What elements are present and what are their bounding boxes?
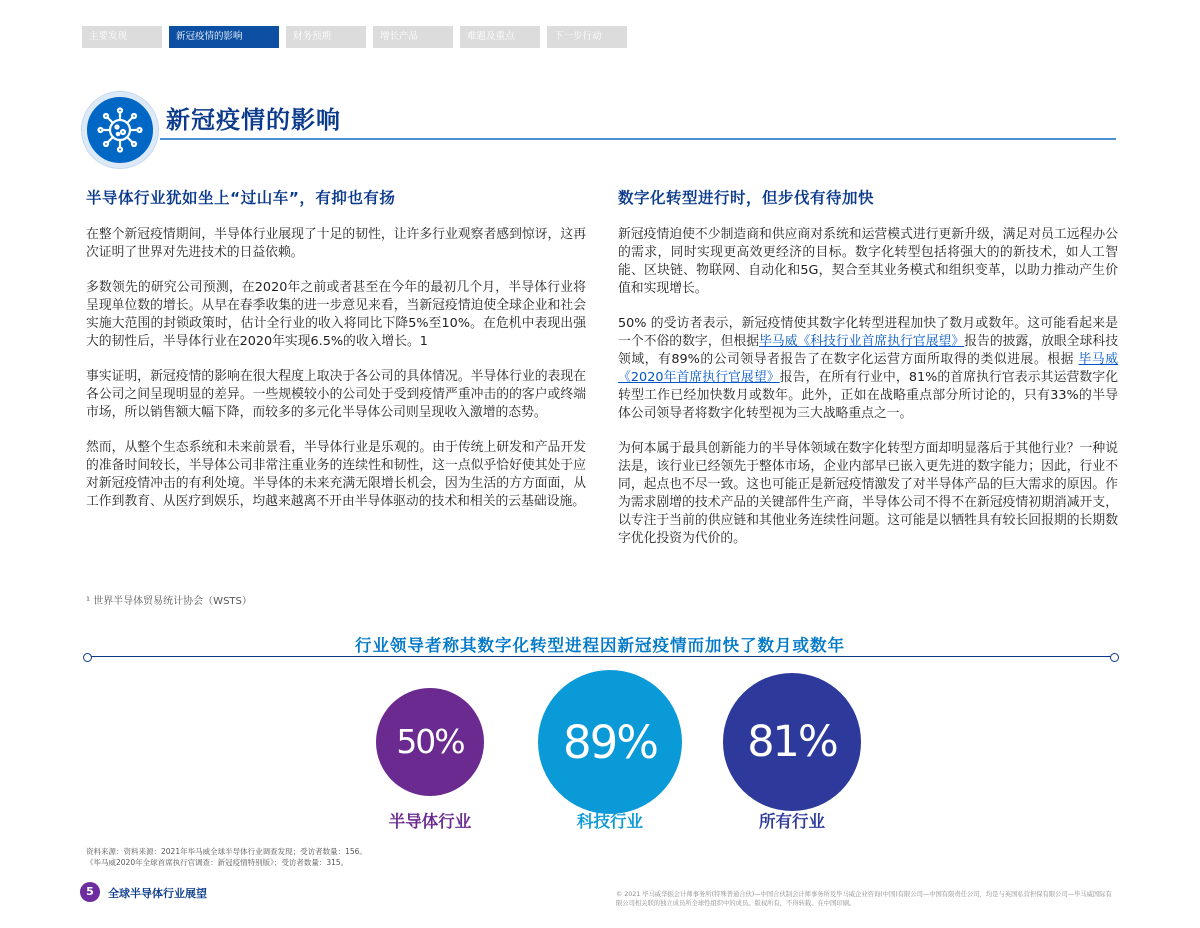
section-header <box>82 92 1116 164</box>
right-heading: 数字化转型进行时，但步伐有待加快 <box>618 189 875 207</box>
tab-financial-outlook[interactable]: 财务预期 <box>286 26 366 48</box>
stat-value-semiconductor: 50% <box>396 722 464 762</box>
right-paragraph-2-text-a: 50% 的受访者表示，新冠疫情使其数字化转型进程加快了数月或数年。这可能看起来是一个不俗的数字，但根据 <box>618 316 1118 349</box>
left-paragraph-1: 在整个新冠疫情期间，半导体行业展现了十足的韧性，让许多行业观察者感到惊讶，这再次证明了世界对先进技术的日益依赖。 <box>86 227 586 260</box>
tab-key-findings[interactable]: 主要发现 <box>82 26 162 48</box>
stat-bubble-all-industries <box>723 673 860 810</box>
stat-label-semiconductor: 半导体行业 <box>388 812 472 831</box>
tech-ceo-outlook-link[interactable]: 毕马威《科技行业首席执行官展望》 <box>759 334 965 349</box>
sources-note <box>86 846 367 868</box>
right-paragraph-2-text-b: 报告的披露，放眼全球科技领域，有89%的公司领导者报告了在数字化运营方面所取得的类似进展。根据 <box>618 334 1119 367</box>
stat-label-technology: 科技行业 <box>577 812 643 831</box>
left-paragraph-4: 然而，从整个生态系统和未来前景看，半导体行业是乐观的。由于传统上研发和产品开发的准备时间较长，半导体公司非常注重业务的连续性和韧性，这一点似乎恰好使其处于应对新冠疫情冲击的有利处境。半导体的未来充满无限增长机会，因为生活的方方面面，从工作到教育、从医疗到娱乐，均越来越离不开由半导体驱动的技术和相关的云基础设施。 <box>86 440 586 509</box>
left-column <box>86 186 586 528</box>
left-heading: 半导体行业犹如坐上“过山车”，有抑也有扬 <box>86 189 396 207</box>
source-line-1: 资料来源：资料来源：2021年毕马威全球半导体行业调查发现；受访者数量：156。 <box>86 847 367 856</box>
tab-challenges-priorities[interactable]: 难题及重点 <box>460 26 540 48</box>
stat-bubble-semiconductor <box>376 688 484 796</box>
stat-label-all-industries: 所有行业 <box>759 812 825 831</box>
stat-value-technology: 89% <box>562 715 658 769</box>
tab-next-steps[interactable]: 下一步行动 <box>547 26 627 48</box>
copyright-notice: © 2021 毕马威华振会计师事务所(特殊普通合伙)—中国合伙制会计师事务所及毕马威企业咨询(中国)有限公司—中国有限责任公司，均是与英国私营担保有限公司—毕马威国际有限公司相关联的独立成员所全球性组织中的成员。版权所有，不得转载。在中国印刷。 <box>616 891 1112 907</box>
stat-value-all-industries: 81% <box>747 716 837 767</box>
header-divider <box>160 138 1116 140</box>
right-paragraph-3: 为何本属于最具创新能力的半导体领域在数字化转型方面却明显落后于其他行业？一种说法是，该行业已经领先于整体市场，企业内部早已嵌入更先进的数字能力；因此，行业不同，起点也不尽一致。这也可能正是新冠疫情激发了对半导体产品的巨大需求的原因。作为需求剧增的技术产品的关键部件生产商，半导体公司不得不在新冠疫情初期消减开支，以专注于当前的供应链和其他业务连续性问题。这可能是以牺牲具有较长回报期的长期数字优化投资为代价的。 <box>618 441 1118 546</box>
stat-bubble-technology <box>538 670 682 814</box>
ceo-outlook-2020-link[interactable]: 毕马威《2020年首席执行官展望》 <box>618 352 1119 385</box>
page-number: 5 <box>80 882 100 902</box>
virus-icon <box>82 92 158 168</box>
right-paragraph-2-text-c: 报告，在所有行业中，81%的首席执行官表示其运营数字化转型工作已经加快数月或数年。此外，正如在战略重点部分所讨论的，只有33%的半导体公司领导者将数字化转型视为三大战略重点之一。 <box>618 370 1118 421</box>
left-paragraph-3: 事实证明，新冠疫情的影响在很大程度上取决于各公司的具体情况。半导体行业的表现在各公司之间呈现明显的差异。一些规模较小的公司处于受到疫情严重冲击的的客户或终端市场，所以销售额大幅下降，而较多的多元化半导体公司则呈现收入激增的态势。 <box>86 369 586 420</box>
left-paragraph-2: 多数领先的研究公司预测，在2020年之前或者甚至在今年的最初几个月，半导体行业将呈现单位数的增长。从早在春季收集的进一步意见来看，当新冠疫情迫使全球企业和社会实施大范围的封锁政策时，估计全行业的收入将同比下降5%至10%。在危机中表现出强大的韧性后，半导体行业在2020年实现6.5%的收入增长。1 <box>86 280 586 349</box>
publication-title: 全球半导体行业展望 <box>108 887 207 900</box>
right-paragraph-2 <box>618 315 1118 423</box>
page-title: 新冠疫情的影响 <box>166 106 341 134</box>
tab-covid-impact[interactable]: 新冠疫情的影响 <box>169 26 279 48</box>
section-tabs <box>82 26 627 48</box>
stats-divider <box>86 656 1116 657</box>
tab-growth-products[interactable]: 增长产品 <box>373 26 453 48</box>
right-paragraph-1: 新冠疫情迫使不少制造商和供应商对系统和运营模式进行更新升级，满足对员工远程办公的需求，同时实现更高效更经济的目标。数字化转型包括将强大的的新技术，如人工智能、区块链、物联网、自动化和5G，契合至其业务模式和组织变革，以助力推动产生价值和实现增长。 <box>618 227 1118 296</box>
right-column <box>618 186 1118 565</box>
footnote: ¹ 世界半导体贸易统计协会（WSTS） <box>86 596 252 607</box>
source-line-2: 《毕马威2020年全球首席执行官调查：新冠疫情特别版》；受访者数量：315。 <box>86 858 349 867</box>
stats-title: 行业领导者称其数字化转型进程因新冠疫情而加快了数月或数年 <box>355 636 845 655</box>
